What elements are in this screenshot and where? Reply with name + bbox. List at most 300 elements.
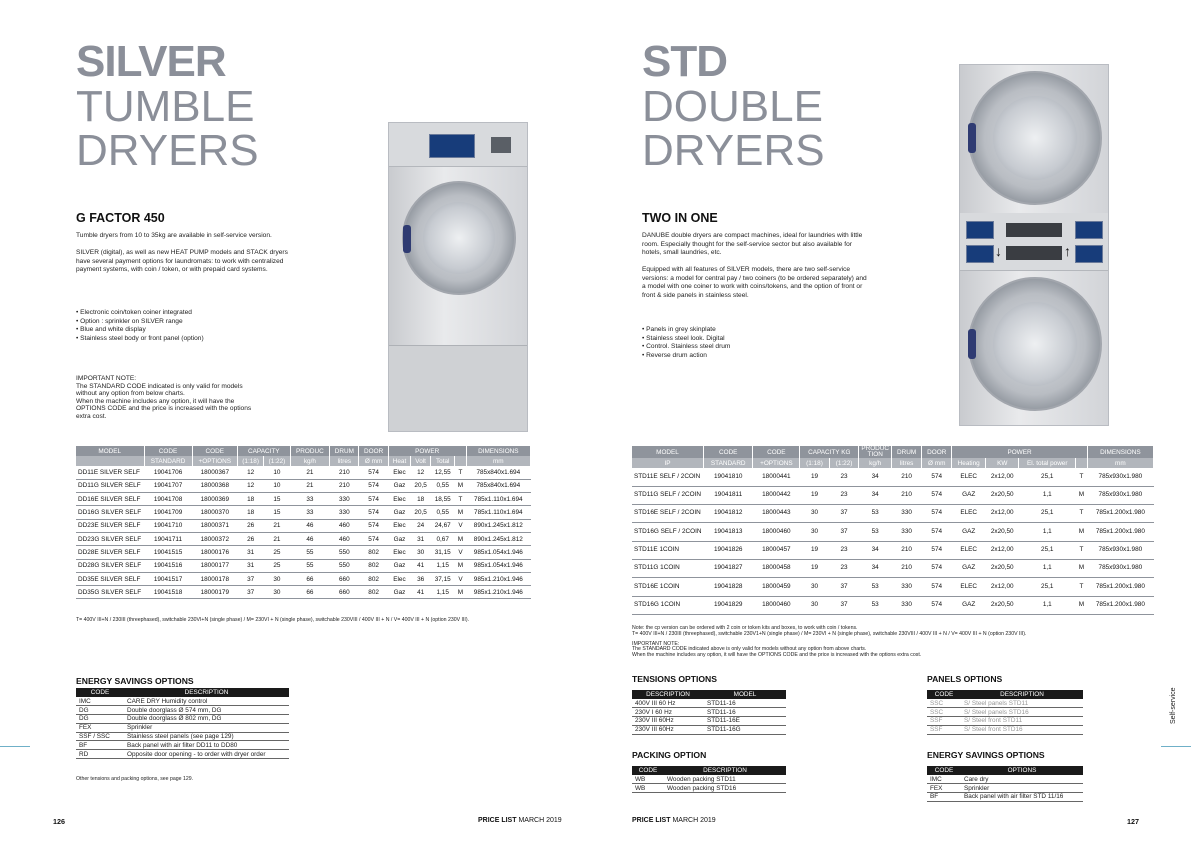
- note-title: IMPORTANT NOTE:: [76, 375, 137, 382]
- right-table-body: [632, 468, 1154, 614]
- table-cell: 25,1: [1019, 468, 1076, 486]
- table-cell: 34: [859, 486, 892, 504]
- sub-th: KW: [986, 458, 1019, 468]
- table-cell: 2x12,00: [986, 505, 1019, 523]
- table-cell: GAZ: [952, 486, 986, 504]
- table-cell: 330: [892, 596, 922, 614]
- table-cell: 12,55: [431, 466, 455, 479]
- table-cell: 574: [359, 479, 388, 492]
- table-cell: 574: [922, 523, 952, 541]
- left-title-line2: TUMBLE: [76, 82, 255, 131]
- table-cell: M: [455, 506, 466, 519]
- table-cell: 21: [264, 532, 290, 545]
- right-price-list: [632, 817, 716, 824]
- table-cell: 19041810: [703, 468, 752, 486]
- th-description: DESCRIPTION: [664, 766, 786, 775]
- table-cell: 18000460: [753, 523, 800, 541]
- right-edge-line: [1161, 746, 1191, 747]
- sub-th: IP: [632, 458, 703, 468]
- table-cell: SSF: [927, 717, 961, 726]
- table-cell: 41: [411, 586, 431, 599]
- lower-display: [966, 245, 994, 263]
- table-cell: 25,1: [1019, 541, 1076, 559]
- table-cell: STD16G SELF / 2COIN: [632, 523, 703, 541]
- table-cell: 34: [859, 541, 892, 559]
- th-model: MODEL: [632, 446, 703, 458]
- table-cell: 18000372: [192, 532, 237, 545]
- th-door: DOOR: [359, 446, 388, 456]
- table-cell: 2x12,00: [986, 578, 1019, 596]
- dryer-lower-panel: [389, 345, 527, 431]
- th-options: OPTIONS: [961, 766, 1083, 775]
- th-door: DOOR: [922, 446, 952, 458]
- left-edge-line: [0, 746, 30, 747]
- left-bullet: • Stainless steel body or front panel (option): [76, 335, 296, 344]
- dryer-display: [429, 134, 475, 158]
- left-title-line3: DRYERS: [76, 126, 259, 175]
- table-cell: Double doorglass Ø 574 mm, DG: [124, 706, 289, 715]
- tensions-table: [632, 690, 786, 735]
- table-cell: 19041710: [144, 519, 192, 532]
- table-cell: 574: [359, 532, 388, 545]
- table-cell: STD11G 1COIN: [632, 559, 703, 577]
- table-row: [76, 706, 289, 715]
- th-code: CODE: [927, 690, 961, 699]
- table-cell: 26: [238, 532, 264, 545]
- table-cell: 18000370: [192, 506, 237, 519]
- table-cell: 37: [829, 596, 859, 614]
- packing-table: [632, 766, 786, 793]
- table-cell: 1,1: [1019, 559, 1076, 577]
- table-cell: S/ Steel front STD11: [961, 717, 1083, 726]
- right-intro-p1: DANUBE double dryers are compact machines, ideal for laundries with little room. Especially thought for the self-service sector but also available for hotels, small laundries, etc.: [642, 232, 863, 256]
- table-row: [76, 586, 531, 599]
- table-cell: 46: [290, 532, 330, 545]
- sub-th: litres: [330, 456, 359, 466]
- sub-th: Heating: [952, 458, 986, 468]
- table-subheader: [632, 458, 1154, 468]
- table-cell: 53: [859, 578, 892, 596]
- table-cell: 18: [238, 493, 264, 506]
- table-cell: 574: [359, 466, 388, 479]
- price-list-date: MARCH 2019: [670, 817, 716, 824]
- table-cell: 12: [238, 466, 264, 479]
- table-cell: 23: [829, 559, 859, 577]
- table-row: [927, 784, 1083, 793]
- table-cell: 210: [330, 466, 359, 479]
- table-cell: STD16E SELF / 2COIN: [632, 505, 703, 523]
- foot-line: Note: the cp version can be ordered with 2 coin or token kits and boxes, to work with coin / tokens.: [632, 625, 858, 631]
- left-table-body: [76, 466, 531, 599]
- table-cell: STD11-16E: [704, 717, 786, 726]
- th-code: CODE: [192, 446, 237, 456]
- table-cell: V: [455, 546, 466, 559]
- table-cell: 802: [359, 572, 388, 585]
- table-cell: ELEC: [952, 578, 986, 596]
- left-table-footnote: T= 400V III+N / 230III (threephased), switchable 230VI+N (single phase) / M= 230VI + N (single phase), switchable 230VIII / 400V III + N / V= 400V III + N (option 230V III).: [76, 617, 470, 623]
- table-row: [76, 519, 531, 532]
- table-cell: 330: [330, 493, 359, 506]
- table-row: [632, 578, 1154, 596]
- table-cell: 18000178: [192, 572, 237, 585]
- table-cell: 802: [359, 546, 388, 559]
- table-cell: M: [1076, 559, 1088, 577]
- right-bullet: • Stainless steel look. Digital: [642, 335, 862, 344]
- table-cell: 574: [922, 578, 952, 596]
- table-cell: 31,15: [431, 546, 455, 559]
- right-title-line2: DOUBLE: [642, 82, 823, 131]
- table-cell: 574: [359, 493, 388, 506]
- table-cell: 33: [290, 506, 330, 519]
- left-energy-body: [76, 697, 289, 759]
- table-cell: 53: [859, 596, 892, 614]
- table-cell: 574: [922, 559, 952, 577]
- table-cell: 30: [264, 586, 290, 599]
- table-cell: 785x1.200x1.980: [1087, 578, 1153, 596]
- table-cell: 890x1.245x1.812: [466, 532, 530, 545]
- table-cell: DD28G SILVER SELF: [76, 559, 144, 572]
- table-cell: 985x1.210x1.946: [466, 572, 530, 585]
- left-other-note: Other tensions and packing options, see page 129.: [76, 776, 194, 782]
- table-cell: 19: [800, 559, 830, 577]
- table-cell: 18000368: [192, 479, 237, 492]
- table-cell: GAZ: [952, 523, 986, 541]
- table-cell: S/ Steel front STD16: [961, 725, 1083, 734]
- left-important-note: [76, 375, 256, 420]
- table-row: [632, 784, 786, 793]
- table-cell: 15: [264, 506, 290, 519]
- table-cell: DD23G SILVER SELF: [76, 532, 144, 545]
- table-cell: 19041517: [144, 572, 192, 585]
- table-cell: T: [1076, 578, 1088, 596]
- table-cell: 34: [859, 559, 892, 577]
- table-row: [927, 775, 1083, 784]
- table-cell: 18000441: [753, 468, 800, 486]
- table-cell: 785x930x1.980: [1087, 559, 1153, 577]
- table-cell: 66: [290, 572, 330, 585]
- right-bullet: • Panels in grey skinplate: [642, 326, 862, 335]
- table-cell: 19041829: [703, 596, 752, 614]
- table-cell: Stainless steel panels (see page 129): [124, 732, 289, 741]
- table-cell: 19041828: [703, 578, 752, 596]
- table-cell: 785x840x1.694: [466, 479, 530, 492]
- sub-th: Ø mm: [359, 456, 388, 466]
- coin-slot: [491, 137, 511, 153]
- foot-line: T= 400V III+N / 230III (threephased), switchable 230V1+N (single phase) / M= 230VI + N (single phase), switchable 230VIII / 400V III + N / V= 400V III + N (option 230V III).: [632, 630, 1027, 637]
- right-table-footnote: [632, 626, 1152, 659]
- th-description: DESCRIPTION: [632, 690, 704, 699]
- table-cell: 210: [892, 541, 922, 559]
- table-cell: 785x1.200x1.980: [1087, 505, 1153, 523]
- table-cell: 23: [829, 541, 859, 559]
- table-cell: 785x930x1.980: [1087, 541, 1153, 559]
- th-capacity: CAPACITY: [238, 446, 291, 456]
- table-cell: 37: [829, 523, 859, 541]
- th-code: CODE: [76, 688, 124, 697]
- sub-th: mm: [466, 456, 530, 466]
- table-cell: 785x840x1.694: [466, 466, 530, 479]
- table-cell: Sprinkler: [124, 723, 289, 732]
- table-row: [76, 572, 531, 585]
- table-cell: 19041711: [144, 532, 192, 545]
- table-cell: 2x12,00: [986, 541, 1019, 559]
- table-cell: 37: [829, 578, 859, 596]
- table-cell: Elec: [388, 519, 410, 532]
- table-cell: 24: [411, 519, 431, 532]
- table-cell: S/ Steel panels STD16: [961, 708, 1083, 717]
- table-cell: 41: [411, 559, 431, 572]
- table-cell: 55: [290, 559, 330, 572]
- table-cell: 785x1.110x1.694: [466, 493, 530, 506]
- th-drum: DRUM: [330, 446, 359, 456]
- table-cell: 21: [264, 519, 290, 532]
- packing-body: [632, 775, 786, 793]
- price-list-date: MARCH 2019: [516, 817, 562, 824]
- table-cell: 18: [238, 506, 264, 519]
- table-cell: 30: [411, 546, 431, 559]
- th-dimensions: DIMENSIONS: [1087, 446, 1153, 458]
- table-cell: 985x1.210x1.946: [466, 586, 530, 599]
- table-cell: 2x20,50: [986, 523, 1019, 541]
- table-cell: 1,15: [431, 586, 455, 599]
- sub-th: (1:22): [829, 458, 859, 468]
- table-row: [76, 741, 289, 750]
- table-row: [632, 523, 1154, 541]
- table-cell: 30: [264, 572, 290, 585]
- table-cell: 25,1: [1019, 578, 1076, 596]
- std-double-dryer-image: [959, 64, 1109, 426]
- th-model: MODEL: [704, 690, 786, 699]
- right-energy-table: [927, 766, 1083, 802]
- table-cell: 20,5: [411, 479, 431, 492]
- table-cell: 574: [922, 541, 952, 559]
- table-cell: 1,1: [1019, 523, 1076, 541]
- table-row: [76, 732, 289, 741]
- table-header: [927, 690, 1083, 699]
- lower-dryer-drum: [993, 302, 1077, 386]
- th-production: PRODUC TION: [859, 446, 892, 458]
- table-cell: 2x20,50: [986, 486, 1019, 504]
- table-cell: 330: [892, 523, 922, 541]
- table-cell: SSF: [927, 725, 961, 734]
- table-cell: STD11G SELF / 2COIN: [632, 486, 703, 504]
- table-cell: DD16G SILVER SELF: [76, 506, 144, 519]
- table-row: [76, 750, 289, 759]
- table-cell: BF: [76, 741, 124, 750]
- table-cell: Back panel with air filter DD11 to DD80: [124, 741, 289, 750]
- th-capacity: CAPACITY KG: [800, 446, 859, 458]
- sub-th: El. total power: [1019, 458, 1076, 468]
- table-cell: Wooden packing STD16: [664, 784, 786, 793]
- table-cell: 19041813: [703, 523, 752, 541]
- lower-display-right: [1075, 245, 1103, 263]
- table-row: [76, 559, 531, 572]
- table-row: [632, 725, 786, 734]
- sub-th: +OPTIONS: [192, 456, 237, 466]
- table-row: [76, 466, 531, 479]
- table-cell: ELEC: [952, 541, 986, 559]
- right-bullet: • Control. Stainless steel drum: [642, 343, 862, 352]
- table-cell: 10: [264, 466, 290, 479]
- table-cell: 31: [238, 546, 264, 559]
- table-row: [76, 546, 531, 559]
- panels-table: [927, 690, 1083, 735]
- table-cell: 24,67: [431, 519, 455, 532]
- panels-title: PANELS OPTIONS: [927, 674, 1003, 684]
- table-cell: 985x1.054x1.946: [466, 559, 530, 572]
- th-description: DESCRIPTION: [961, 690, 1083, 699]
- table-cell: STD11-16: [704, 699, 786, 708]
- upper-display: [966, 221, 994, 239]
- table-cell: T: [1076, 541, 1088, 559]
- right-page: [596, 0, 1191, 842]
- table-header: [76, 688, 289, 697]
- lower-door-handle: [968, 329, 976, 359]
- table-cell: 660: [330, 572, 359, 585]
- price-list-label: PRICE LIST: [478, 817, 517, 824]
- table-cell: 10: [264, 479, 290, 492]
- upper-door-handle: [968, 123, 976, 153]
- table-cell: STD11-16: [704, 708, 786, 717]
- table-header: [632, 690, 786, 699]
- left-bullet: • Electronic coin/token coiner integrated: [76, 309, 296, 318]
- table-cell: 2x20,50: [986, 596, 1019, 614]
- foot-line: IMPORTANT NOTE:: [632, 640, 680, 647]
- th-dimensions: DIMENSIONS: [466, 446, 530, 456]
- table-row: [927, 717, 1083, 726]
- table-row: [927, 699, 1083, 708]
- table-cell: 460: [330, 519, 359, 532]
- table-cell: 18000371: [192, 519, 237, 532]
- table-row: [76, 506, 531, 519]
- right-title-bold: STD: [642, 37, 727, 86]
- table-cell: 31: [411, 532, 431, 545]
- left-energy-table: [76, 688, 289, 759]
- left-price-list: [478, 817, 562, 824]
- sub-th: kg/h: [290, 456, 330, 466]
- table-row: [632, 717, 786, 726]
- table-cell: Sprinkler: [961, 784, 1083, 793]
- table-cell: 785x1.110x1.694: [466, 506, 530, 519]
- table-cell: 19041706: [144, 466, 192, 479]
- table-cell: ELEC: [952, 468, 986, 486]
- table-cell: M: [455, 479, 466, 492]
- table-cell: BF: [927, 793, 961, 802]
- table-cell: 33: [290, 493, 330, 506]
- sub-th: Ø mm: [922, 458, 952, 468]
- table-cell: 19041708: [144, 493, 192, 506]
- table-row: [632, 775, 786, 784]
- left-title-bold: SILVER: [76, 37, 226, 86]
- table-cell: 2x20,50: [986, 559, 1019, 577]
- right-heading: TWO IN ONE: [642, 211, 718, 225]
- table-cell: DD11G SILVER SELF: [76, 479, 144, 492]
- table-cell: Elec: [388, 493, 410, 506]
- table-cell: 23: [829, 486, 859, 504]
- table-cell: 37: [238, 572, 264, 585]
- table-cell: DD16E SILVER SELF: [76, 493, 144, 506]
- table-cell: SSC: [927, 699, 961, 708]
- table-cell: 18000179: [192, 586, 237, 599]
- table-cell: 230V III 60Hz: [632, 725, 704, 734]
- table-row: [632, 505, 1154, 523]
- right-spec-table: [632, 446, 1154, 615]
- table-cell: 802: [359, 586, 388, 599]
- table-cell: 19041826: [703, 541, 752, 559]
- table-cell: STD16E 1COIN: [632, 578, 703, 596]
- table-cell: DD35E SILVER SELF: [76, 572, 144, 585]
- packing-title: PACKING OPTION: [632, 750, 707, 760]
- th-produc: PRODUC: [290, 446, 330, 456]
- table-cell: WB: [632, 775, 664, 784]
- table-cell: 53: [859, 523, 892, 541]
- table-cell: 12: [238, 479, 264, 492]
- left-spec-table: [76, 446, 531, 599]
- table-row: [632, 559, 1154, 577]
- table-cell: 12: [411, 466, 431, 479]
- table-cell: DG: [76, 715, 124, 724]
- table-header: [76, 446, 531, 456]
- table-cell: 30: [800, 523, 830, 541]
- table-cell: 210: [892, 559, 922, 577]
- right-bullets: [642, 326, 862, 360]
- table-cell: FEX: [927, 784, 961, 793]
- table-cell: 19: [800, 468, 830, 486]
- th-code: CODE: [927, 766, 961, 775]
- table-row: [632, 699, 786, 708]
- silver-dryer-image: [388, 122, 528, 432]
- table-cell: 18: [411, 493, 431, 506]
- table-cell: M: [455, 586, 466, 599]
- table-cell: 30: [800, 505, 830, 523]
- table-cell: M: [455, 559, 466, 572]
- table-cell: FEX: [76, 723, 124, 732]
- sub-th: Total: [431, 456, 455, 466]
- table-cell: GAZ: [952, 596, 986, 614]
- table-cell: M: [455, 532, 466, 545]
- table-cell: 550: [330, 546, 359, 559]
- table-cell: V: [455, 572, 466, 585]
- table-cell: 18000458: [753, 559, 800, 577]
- table-cell: Gaz: [388, 506, 410, 519]
- table-cell: STD16G 1COIN: [632, 596, 703, 614]
- table-subheader: [76, 456, 531, 466]
- table-header: [632, 446, 1154, 458]
- door-handle: [403, 225, 411, 253]
- table-row: [76, 697, 289, 706]
- table-cell: DD35G SILVER SELF: [76, 586, 144, 599]
- table-cell: 31: [238, 559, 264, 572]
- table-cell: 37: [238, 586, 264, 599]
- table-cell: IMC: [76, 697, 124, 706]
- table-cell: 785x930x1.980: [1087, 486, 1153, 504]
- table-cell: 26: [238, 519, 264, 532]
- table-row: [632, 486, 1154, 504]
- table-cell: 230V I 60 Hz: [632, 708, 704, 717]
- table-header: [632, 766, 786, 775]
- table-cell: 785x1.200x1.980: [1087, 596, 1153, 614]
- table-cell: 18000457: [753, 541, 800, 559]
- table-row: [927, 708, 1083, 717]
- table-cell: 18,55: [431, 493, 455, 506]
- th-power: POWER: [388, 446, 466, 456]
- price-list-label: PRICE LIST: [632, 817, 671, 824]
- left-bullet: • Blue and white display: [76, 326, 296, 335]
- sub-th: (1:18): [238, 456, 264, 466]
- table-cell: 785x1.200x1.980: [1087, 523, 1153, 541]
- table-cell: V: [455, 519, 466, 532]
- table-cell: 53: [859, 505, 892, 523]
